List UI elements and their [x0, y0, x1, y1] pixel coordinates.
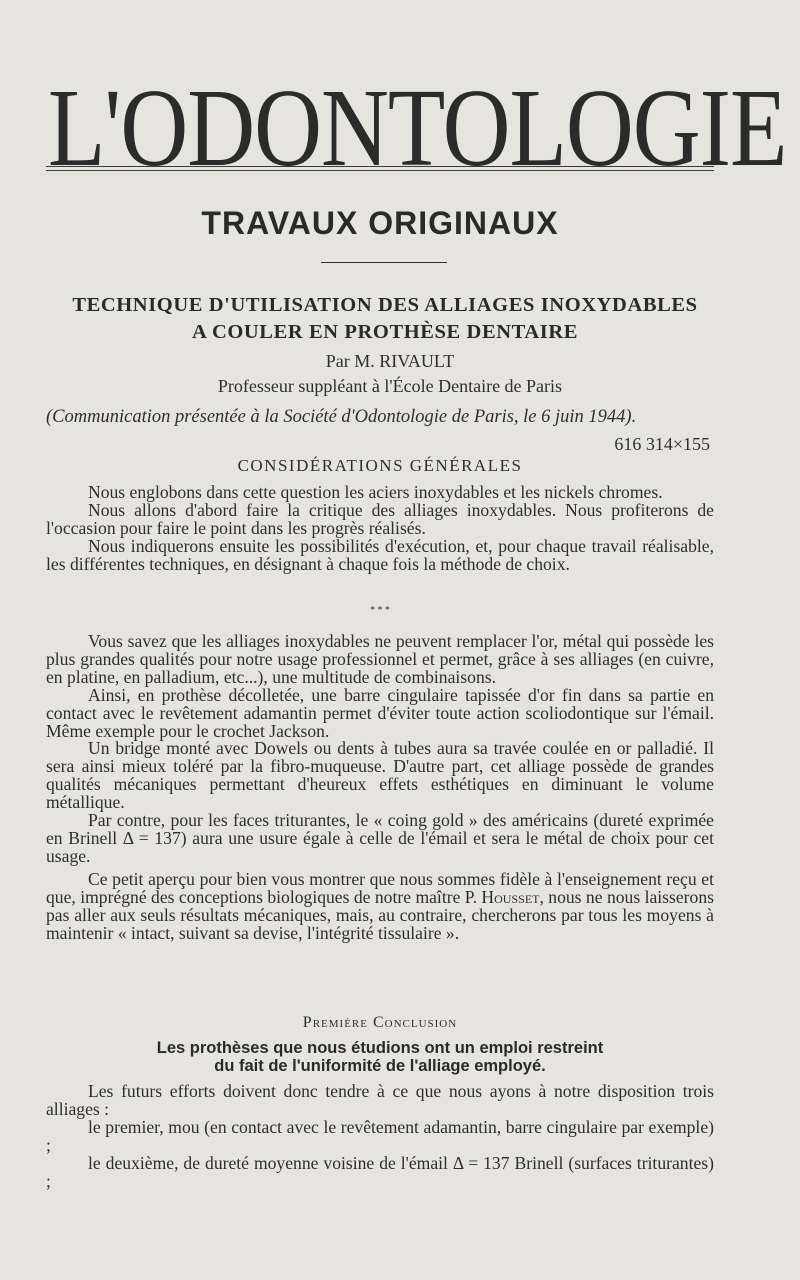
conclusion-label: Première Conclusion	[302, 1014, 458, 1031]
article-author: Par M. RIVAULT	[325, 351, 455, 371]
section1-body	[46, 484, 714, 574]
paragraph: Vous savez que les alliages inoxydables ne peuvent remplacer l'or, métal qui possède les plus grandes qualités pour notre usage professionnel et permet, grâce à ses alliages (en cuivre, en platine, en palladium, etc...), une multitude de combinaisons.	[46, 631, 714, 687]
paragraph: Par contre, pour les faces triturantes, le « coing gold » des américains (dureté exprimée en Brinell Δ = 137) aura une usure égale à celle de l'émail et sera le métal de choix pour cet usage.	[46, 810, 714, 866]
paragraph: le deuxième, de dureté moyenne voisine de l'émail Δ = 137 Brinell (surfaces triturantes) ;	[46, 1152, 714, 1191]
paragraph: Les futurs efforts doivent donc tendre à ce que nous ayons à notre disposition trois alliages :	[46, 1081, 714, 1119]
paragraph: le premier, mou (en contact avec le revêtement adamantin, barre cingulaire par exemple) ;	[46, 1116, 714, 1155]
title-rule-bottom	[46, 170, 714, 171]
conclusion-title-line1: Les prothèses que nous étudions ont un emploi restreint	[156, 1039, 604, 1057]
text-fragment: , nous ne nous laisserons pas aller aux seuls résultats mécaniques, mais, au contraire, chercherons par tous les moyens à maintenir « intact, suivant sa devise, l'intégrité tissulaire ».	[46, 886, 714, 943]
conclusion-body	[46, 1083, 714, 1190]
paragraph: Nous indiquerons ensuite les possibilités d'exécution, et, pour chaque travail réalisable, les différentes techniques, en désignant à chaque fois la méthode de choix.	[46, 535, 714, 574]
section-heading: TRAVAUX ORIGINAUX	[201, 205, 559, 241]
paragraph: Nous englobons dans cette question les aciers inoxydables et les nickels chromes.	[88, 482, 663, 502]
section-heading-considerations: CONSIDÉRATIONS GÉNÉRALES	[237, 456, 523, 475]
article-affiliation: Professeur suppléant à l'École Dentaire de Paris	[217, 376, 563, 396]
conclusion-title-line2: du fait de l'uniformité de l'alliage employé.	[214, 1057, 546, 1075]
asterism-separator: * * *	[370, 605, 390, 616]
text-fragment: Ce petit aperçu pour bien vous montrer que nous sommes fidèle à l'enseignement reçu et que, imprégné des conceptions biologiques de notre maître	[46, 868, 714, 907]
paragraph	[46, 868, 714, 943]
section-divider	[321, 262, 447, 263]
communication-note: (Communication présentée à la Société d'Odontologie de Paris, le 6 juin 1944).	[46, 407, 637, 427]
paragraph: Ainsi, en prothèse décolletée, une barre cingulaire tapissée d'or fin dans sa partie en contact avec le revêtement adamantin permet d'éviter toute action scoliodontique sur l'émail. Même exemple pour le crochet Jackson.	[46, 684, 714, 741]
journal-title: L'ODONTOLOGIE	[48, 67, 787, 190]
article-title-line2: A COULER EN PROTHÈSE DENTAIRE	[191, 321, 579, 343]
conclusion-title	[80, 1039, 680, 1075]
paragraph: Un bridge monté avec Dowels ou dents à tubes aura sa travée coulée en or palladié. Il sera ainsi mieux toléré par la fibro-muqueuse. D'autre part, cet alliage possède de grandes qualités mécaniques permettant d'heureux effets esthétiques en diminuant le volume métallique.	[46, 738, 714, 813]
section2-body	[46, 633, 714, 942]
article-title-line1: TECHNIQUE D'UTILISATION DES ALLIAGES INOXYDABLES	[72, 294, 698, 316]
title-rule-top	[46, 166, 714, 167]
classification-number: 616 314×155	[614, 434, 710, 454]
paragraph: Nous allons d'abord faire la critique des alliages inoxydables. Nous profiterons de l'occasion pour faire le point dans les progrès réalisés.	[46, 499, 714, 538]
author-name: P. Housset	[464, 886, 540, 907]
